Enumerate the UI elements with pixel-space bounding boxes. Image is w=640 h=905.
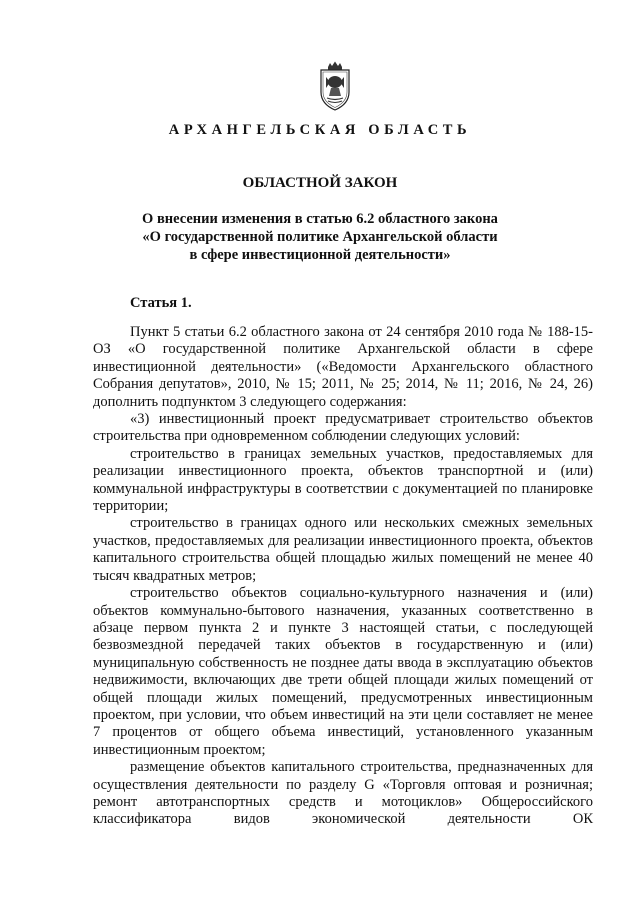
law-title-line: в сфере инвестиционной деятельности» [189,247,451,263]
region-name: АРХАНГЕЛЬСКАЯ ОБЛАСТЬ [168,122,472,138]
body-paragraph: размещение объектов капитального строительства, предназначенных для осуществления деятельности по разделу G «Торговля оптовая и розничная; ремонт автотранспортных средств и мотоциклов» Общероссийского классификатора видов экономической деятельности ОК [93,759,593,828]
article-heading: Статья 1. [130,295,192,311]
body-paragraph: строительство в границах одного или нескольких смежных земельных участков, предоставляемых для реализации инвестиционного проекта, объектов капитального строительства общей площадью жилых помещений не менее 40 тысяч квадратных метров; [93,515,593,584]
law-type: ОБЛАСТНОЙ ЗАКОН [242,175,398,191]
law-title-line: «О государственной политике Архангельской области [142,229,498,245]
law-title [0,210,640,264]
body-paragraph: строительство в границах земельных участков, предоставляемых для реализации инвестиционного проекта, объектов транспортной и (или) коммунальной инфраструктуры в соответствии с документацией по планировке территории; [93,445,593,515]
body-paragraph: «3) инвестиционный проект предусматривает строительство объектов строительства при одновременном соблюдении следующих условий: [93,411,593,445]
coat-of-arms-icon [318,60,352,112]
law-title-line: О внесении изменения в статью 6.2 областного закона [142,211,498,227]
body-paragraph: Пункт 5 статьи 6.2 областного закона от 24 сентября 2010 года № 188-15-ОЗ «О государственной политике Архангельской области в сфере инвестиционной деятельности» («Ведомости Архангельского областного Собрания депутатов», 2010, № 15; 2011, № 25; 2014, № 11; 2016, № 24, 26) дополнить подпунктом 3 следующего содержания: [93,324,593,410]
body-paragraph: строительство объектов социально-культурного назначения и (или) объектов коммунально-бытового назначения, указанных соответственно в абзаце первом пункта 2 и пункте 3 настоящей статьи, с последующей безвозмездной передачей таких объектов в государственную и (или) муниципальную собственность не позднее даты ввода в эксплуатацию объектов недвижимости, включающих две трети общей площади жилых помещений от общей площади жилых помещений, предусмотренных инвестиционным проектом, при условии, что объем инвестиций на эти цели составляет не менее 7 процентов от общего объема инвестиций, установленного указанным инвестиционным проектом; [93,585,593,758]
law-body [93,324,593,829]
